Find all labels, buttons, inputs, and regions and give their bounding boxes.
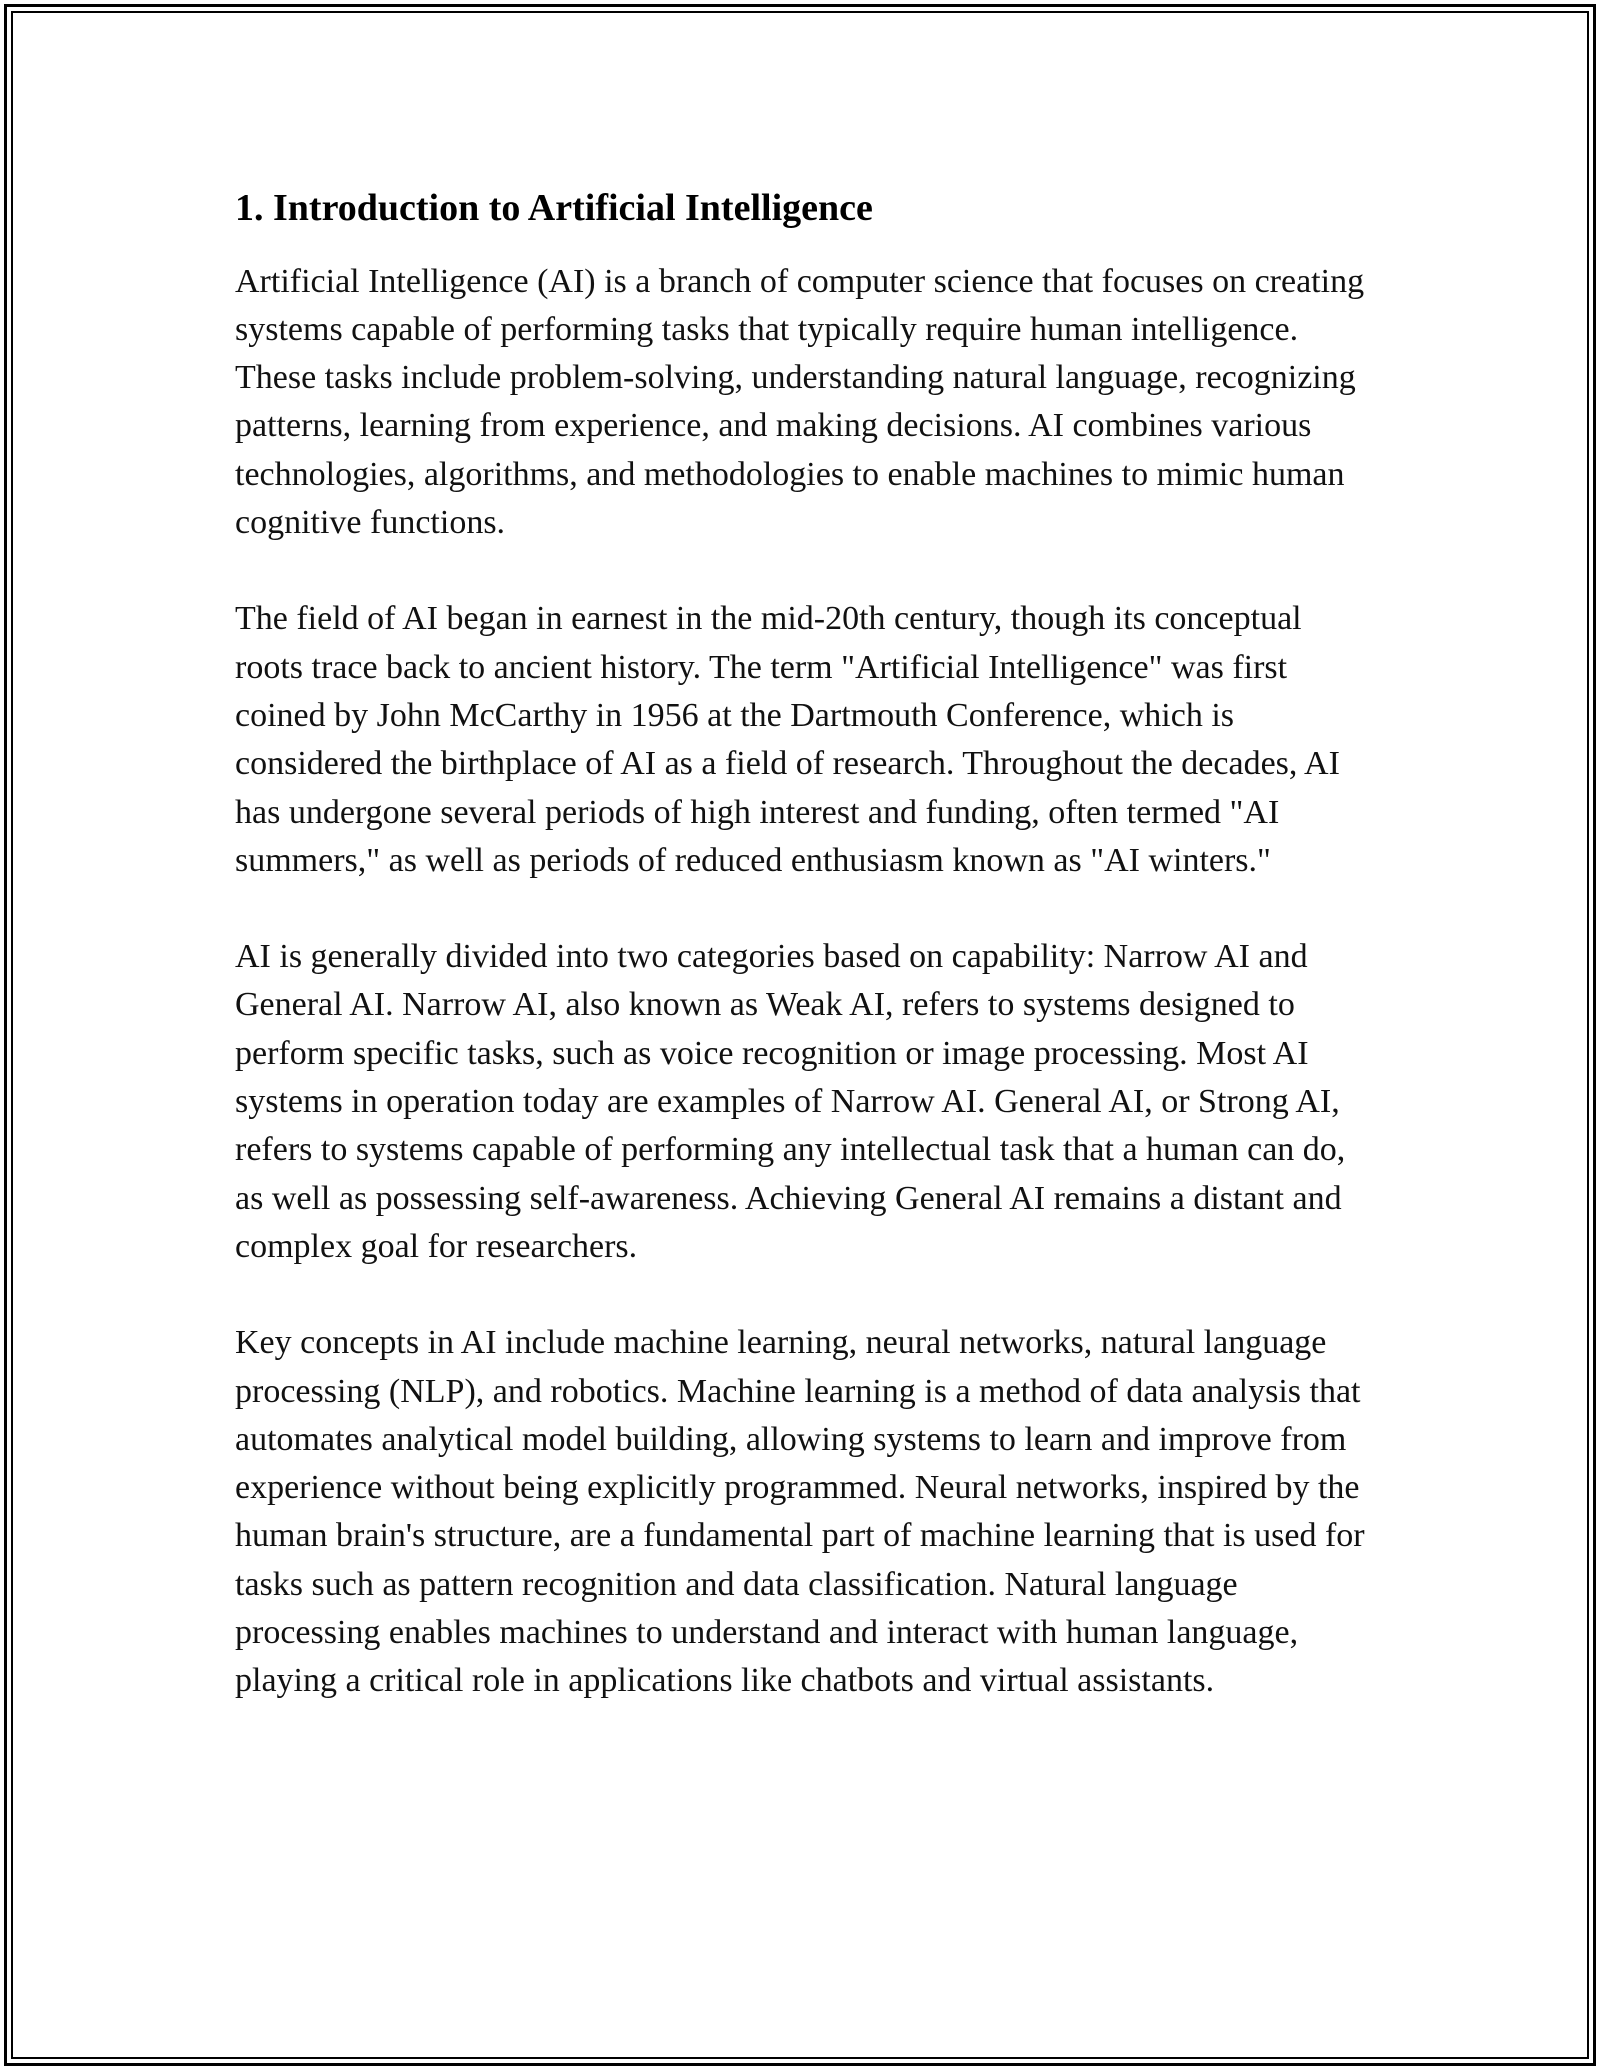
paragraph-intro: Artificial Intelligence (AI) is a branch of computer science that focuses on creating systems capable of performing tasks that typically require human intelligence. These tasks include problem-solving, understanding natural language, recognizing patterns, learning from experience, and making decisions. AI combines various technologies, algorithms, and methodologies to enable machines to mimic human cognitive functions. [235, 262, 1365, 542]
section-heading: 1. Introduction to Artificial Intelligence [235, 187, 873, 229]
paragraph-history: The field of AI began in earnest in the mid-20th century, though its conceptual roots trace back to ancient history. The term "Artificial Intelligence" was first coined by John McCarthy in 1956 at the Dartmouth Conference, which is considered the birthplace of AI as a field of research. Throughout the decades, AI has undergone several periods of high interest and funding, often termed "AI summers," as well as periods of reduced enthusiasm known as "AI winters." [235, 600, 1340, 879]
paragraph-categories: AI is generally divided into two categories based on capability: Narrow AI and General AI. Narrow AI, also known as Weak AI, refers to systems designed to perform specific tasks, such as voice recognition or image processing. Most AI systems in operation today are examples of Narrow AI. General AI, or Strong AI, refers to systems capable of performing any intellectual task that a human can do, as well as possessing self-awareness. Achieving General AI remains a distant and complex goal for researchers. [235, 938, 1346, 1265]
document-body [235, 186, 1375, 1754]
paragraph-key-concepts: Key concepts in AI include machine learning, neural networks, natural language processing (NLP), and robotics. Machine learning is a method of data analysis that automates analytical model building, allowing systems to learn and improve from experience without being explicitly programmed. Neural networks, inspired by the human brain's structure, are a fundamental part of machine learning that is used for tasks such as pattern recognition and data classification. Natural language processing enables machines to understand and interact with human language, playing a critical role in applications like chatbots and virtual assistants. [235, 1324, 1365, 1700]
